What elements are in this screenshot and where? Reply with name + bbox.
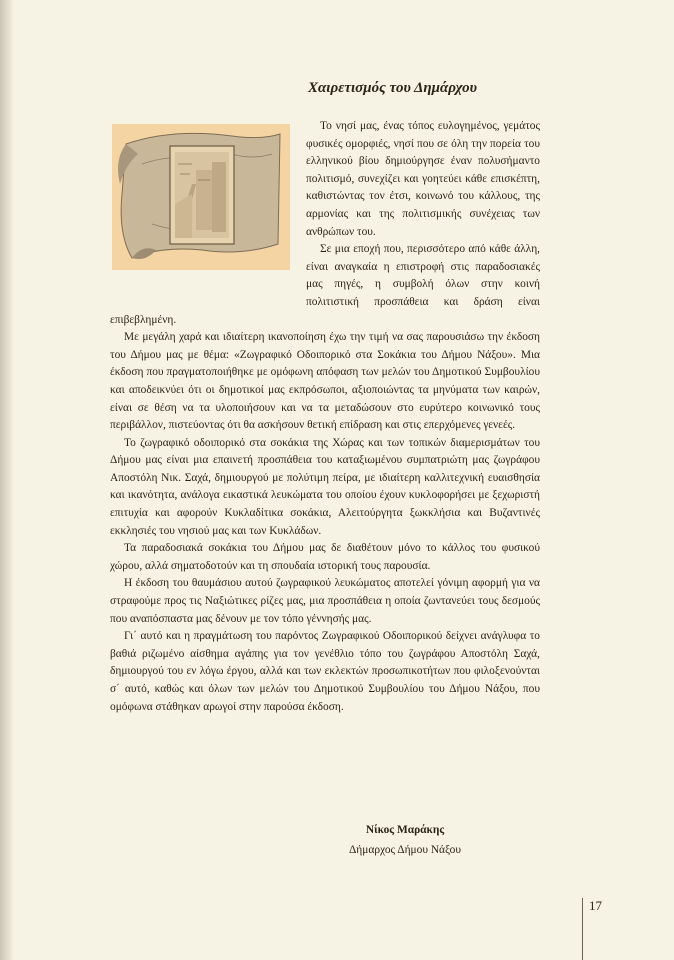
signature: [330, 820, 480, 860]
image-float-spacer: [110, 118, 306, 296]
paragraph: Γι΄ αυτό και η πραγμάτωση του παρόντος Ζωγραφικού Οδοιπορικού δείχνει ανάγλυφα το βαθιά ριζωμένο αίσθημα αγάπης για τον γενέθλιο τόπο του ζωγράφου Αποστόλη Σαχά, δημιουργού του εν λόγω έργου, αλλά και των εκλεκτών προσωπικοτήτων που φιλοξενούνται σ΄ αυτό, καθώς και όλων των μελών του Δημοτικού Συμβουλίου του Δήμου Νάξου, που ομόφωνα στάθηκαν αρωγοί στην παρούσα έκδοση.: [110, 630, 540, 713]
paragraph: Σε μια εποχή που, περισσότερο από κάθε άλλη, είναι αναγκαία η επιστροφή στις παραδοσιακές μας πηγές, η συμβολή όλων στην κοινή πολιτιστική προσπάθεια και δράση είναι επιβεβλημένη.: [110, 243, 540, 326]
signature-name: Νίκος Μαράκης: [365, 824, 445, 836]
paragraph: Με μεγάλη χαρά και ιδιαίτερη ικανοποίηση έχω την τιμή να σας παρουσιάσω την έκδοση του Δήμου μας με θέμα: «Ζωγραφικό Οδοιπορικό στα Σοκάκια του Δήμου Νάξου». Μια έκδοση που πραγματοποιήθηκε με ομόφωνη απόφαση των μελών του Δημοτικού Συμβουλίου και αποδεικνύει ότι οι δημοτικοί μας εκπρόσωποι, αξιοποιώντας τα μηνύματα των καιρών, είναι σε θέση να τα υλοποιήσουν και να τα μεταδώσουν στο ευρύτερο κοινωνικό τους περιβάλλον, πιστεύοντας ότι θα ασκήσουν θετική επίδραση και στις επερχόμενες γενεές.: [110, 331, 540, 432]
paragraph: Η έκδοση του θαυμάσιου αυτού ζωγραφικού λευκώματος αποτελεί γόνιμη αφορμή για να στραφούμε προς τις Ναξιώτικες ρίζες μας, μια προσπάθεια η οποία ζωντανεύει τους δεσμούς που αναπόσπαστα μας δένουν με τον τόπο γέννησής μας.: [110, 577, 540, 625]
page-title: Χαιρετισμός του Δημάρχου: [308, 80, 477, 96]
paragraph: Το ζωγραφικό οδοιπορικό στα σοκάκια της Χώρας και των τοπικών διαμερισμάτων του Δήμου μας είναι μια επαινετή προσπάθεια του καταξιωμένου συμπατριώτη μας ζωγράφου Αποστόλη Νικ. Σαχά, δημιουργού με πολύτιμη πείρα, με ιδιαίτερη καλλιτεχνική ευαισθησία και ικανότητα, ανάλογα εικαστικά λευκώματα του οποίου έχουν κυκλοφορήσει με ξεχωριστή επιτυχία και αφορούν Κυκλαδίτικα σοκάκια, Αλειτούργητα ξωκκλήσια και Βυζαντινές εκκλησιές του νησιού μας και των Κυκλάδων.: [110, 436, 540, 537]
paragraph: Τα παραδοσιακά σοκάκια του Δήμου μας δε διαθέτουν μόνο το κάλλος του φυσικού χώρου, αλλά σηματοδοτούν και τη σπουδαία ιστορική τους παρουσία.: [110, 542, 540, 572]
paragraph: Το νησί μας, ένας τόπος ευλογημένος, γεμάτος φυσικές ομορφιές, νησί που σε όλη την πορεία του ελληνικού βίου δημιούργησε έναν πολυσήμαντο πολιτισμό, συνεχίζει και γοητεύει κάθε επισκέπτη, καθιστώντας τον έτσι, κοινωνό του κάλλους, της αρμονίας και της πολιτισμικής συνέχειας των ανθρώπων του.: [306, 120, 540, 238]
signature-role: Δήμαρχος Δήμου Νάξου: [348, 844, 462, 856]
page-number: 17: [582, 898, 619, 960]
page-binding-shadow: [0, 0, 14, 960]
greeting-body: [110, 118, 540, 716]
